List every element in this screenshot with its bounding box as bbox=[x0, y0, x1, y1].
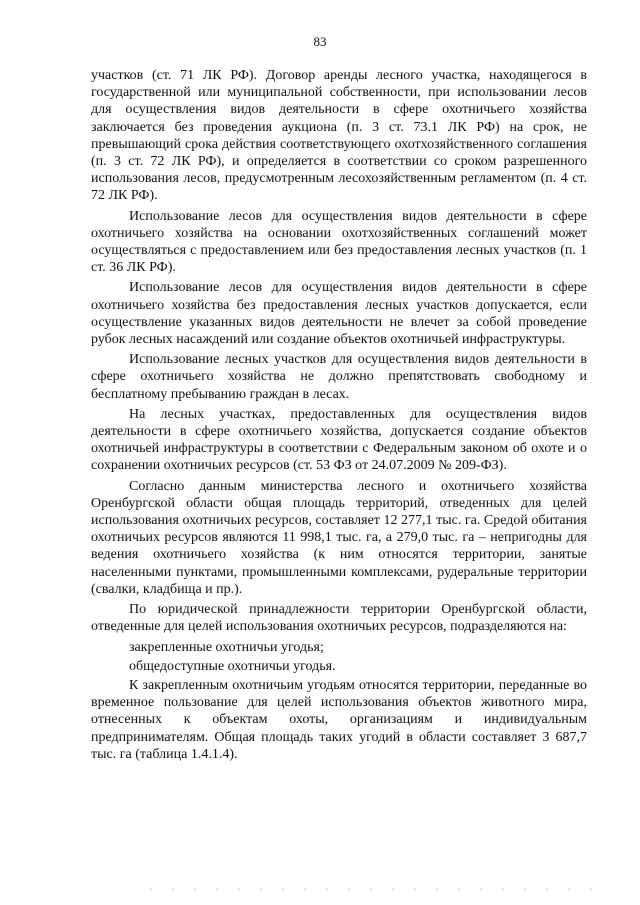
paragraph-forest-use-agreements: Использование лесов для осуществления видов деятельности в сфере охотничьего хозяйства на основании охотхозяйственных соглашений может осуществляться с предоставлением или без предоставления лесных участков (п. 1 ст. 36 ЛК РФ). bbox=[91, 208, 587, 276]
paragraph-total-area: Согласно данным министерства лесного и охотничьего хозяйства Оренбургской области общая площадь территорий, отведенных для целей использования охотничьих ресурсов, составляет 12 277,1 тыс. га. Средой обитания охотничьих ресурсов являются 11 998,1 тыс. га, а 279,0 тыс. га – непригодны для ведения охотничьего хозяйства (к ним относятся территории, занятые населенными пунктами, промышленными комплексами, рудеральные территории (свалки, кладбища и пр.). bbox=[91, 478, 587, 597]
list-item-public-grounds: общедоступные охотничьи угодья. bbox=[129, 658, 336, 674]
paragraph-legal-division: По юридической принадлежности территории Оренбургской области, отведенные для целей использования охотничьих ресурсов, подразделяются на: bbox=[91, 602, 587, 635]
scan-noise-divider bbox=[150, 888, 610, 891]
paragraph-assigned-grounds-area: К закрепленным охотничьим угодьям относятся территории, переданные во временное пользование для целей использования объектов животного мира, отнесенных к объектам охоты, организациям и индивидуальным предпринимателям. Общая площадь таких угодий в области составляет 3 687,7 тыс. га (таблица 1.4.1.4). bbox=[91, 677, 587, 762]
list-item-assigned-grounds: закрепленные охотничьи угодья; bbox=[129, 639, 324, 655]
body-text bbox=[91, 67, 587, 766]
paragraph-hunting-infrastructure: На лесных участках, предоставленных для осуществления видов деятельности в сфере охотничьего хозяйства, допускается создание объектов охотничьей инфраструктуры в соответствии с Федеральным законом об охоте и о сохранении охотничьих ресурсов (ст. 53 ФЗ от 24.07.2009 № 209-ФЗ). bbox=[91, 406, 587, 474]
page-number: 83 bbox=[313, 34, 327, 49]
paragraph-free-access: Использование лесных участков для осуществления видов деятельности в сфере охотничьего хозяйства не должно препятствовать свободному и бесплатному пребыванию граждан в лесах. bbox=[91, 352, 587, 402]
paragraph-lease-agreement: участков (ст. 71 ЛК РФ). Договор аренды лесного участка, находящегося в государственной или муниципальной собственности, при использовании лесов для осуществления видов деятельности в сфере охотничьего хозяйства заключается без проведения аукциона (п. 3 ст. 73.1 ЛК РФ) на срок, не превышающий срока действия соответствующего охотхозяйственного соглашения (п. 3 ст. 72 ЛК РФ), и определяется в соответствии со сроком разрешенного использования лесов, предусмотренным лесохозяйственным регламентом (п. 4 ст. 72 ЛК РФ). bbox=[91, 68, 587, 204]
paragraph-use-without-plots: Использование лесов для осуществления видов деятельности в сфере охотничьего хозяйства без предоставления лесных участков допускается, если осуществление указанных видов деятельности не влечет за собой проведение рубок лесных насаждений или создание объектов охотничьей инфраструктуры. bbox=[91, 280, 587, 348]
